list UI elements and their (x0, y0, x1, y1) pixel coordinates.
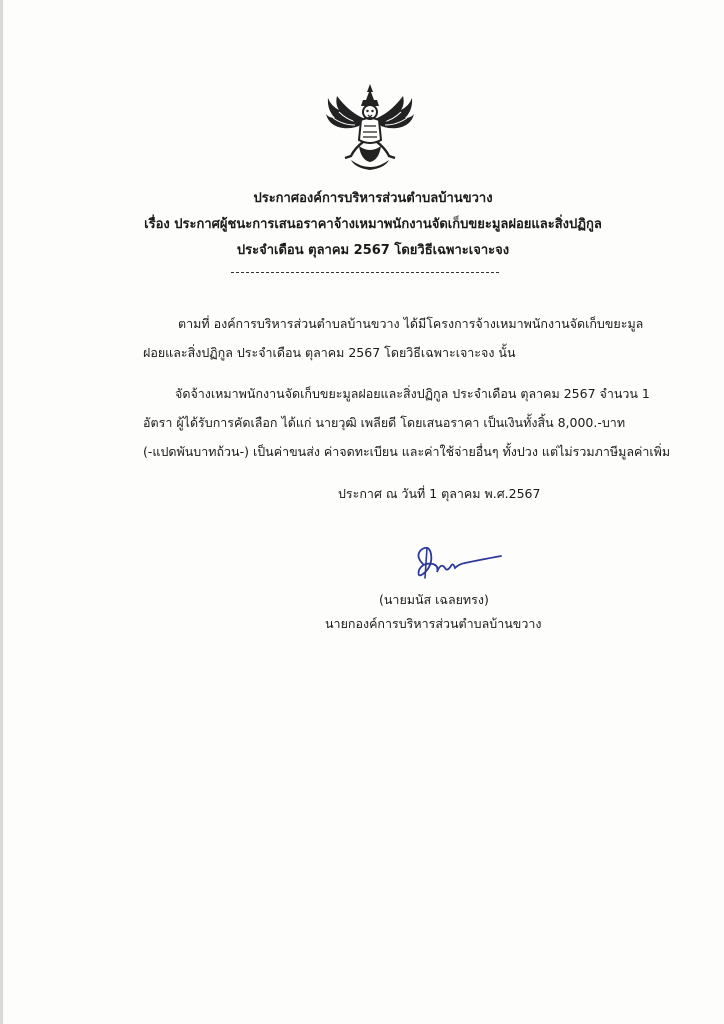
paragraph-2-line-2: อัตรา ผู้ได้รับการคัดเลือก ได้แก่ นายวุฒิ เพลียดี โดยเสนอราคา เป็นเงินทั้งสิ้น 8,000.-บาท (143, 415, 626, 430)
signer-title: นายกองค์การบริหารส่วนตำบลบ้านขวาง (325, 616, 542, 631)
announcement-title: ประกาศองค์การบริหารส่วนตำบลบ้านขวาง (253, 191, 493, 206)
paragraph-2-line-1: จัดจ้างเหมาพนักงานจัดเก็บขยะมูลฝอยและสิ่งปฏิกูล ประจำเดือน ตุลาคม 2567 จำนวน 1 (175, 386, 650, 401)
signer-name: (นายมนัส เฉลยทรง) (379, 592, 489, 607)
announcement-subject: เรื่อง ประกาศผู้ชนะการเสนอราคาจ้างเหมาพนักงานจัดเก็บขยะมูลฝอยและสิ่งปฏิกูล (144, 217, 602, 232)
handwritten-signature (409, 544, 505, 584)
garuda-emblem-icon (325, 82, 415, 174)
header-divider (231, 272, 499, 273)
paragraph-1-line-1: ตามที่ องค์การบริหารส่วนตำบลบ้านขวาง ได้มีโครงการจ้างเหมาพนักงานจัดเก็บขยะมูล (178, 316, 644, 331)
paragraph-2-line-3: (-แปดพันบาทถ้วน-) เป็นค่าขนส่ง ค่าจดทะเบียน และค่าใช้จ่ายอื่นๆ ทั้งปวง แต่ไม่รวมภาษีมูลค่าเพิ่ม (143, 444, 671, 459)
paragraph-1-line-2: ฝอยและสิ่งปฏิกูล ประจำเดือน ตุลาคม 2567 โดยวิธีเฉพาะเจาะจง นั้น (143, 345, 516, 360)
announcement-period: ประจำเดือน ตุลาคม 2567 โดยวิธีเฉพาะเจาะจง (236, 243, 510, 258)
announcement-date: ประกาศ ณ วันที่ 1 ตุลาคม พ.ศ.2567 (338, 486, 541, 501)
